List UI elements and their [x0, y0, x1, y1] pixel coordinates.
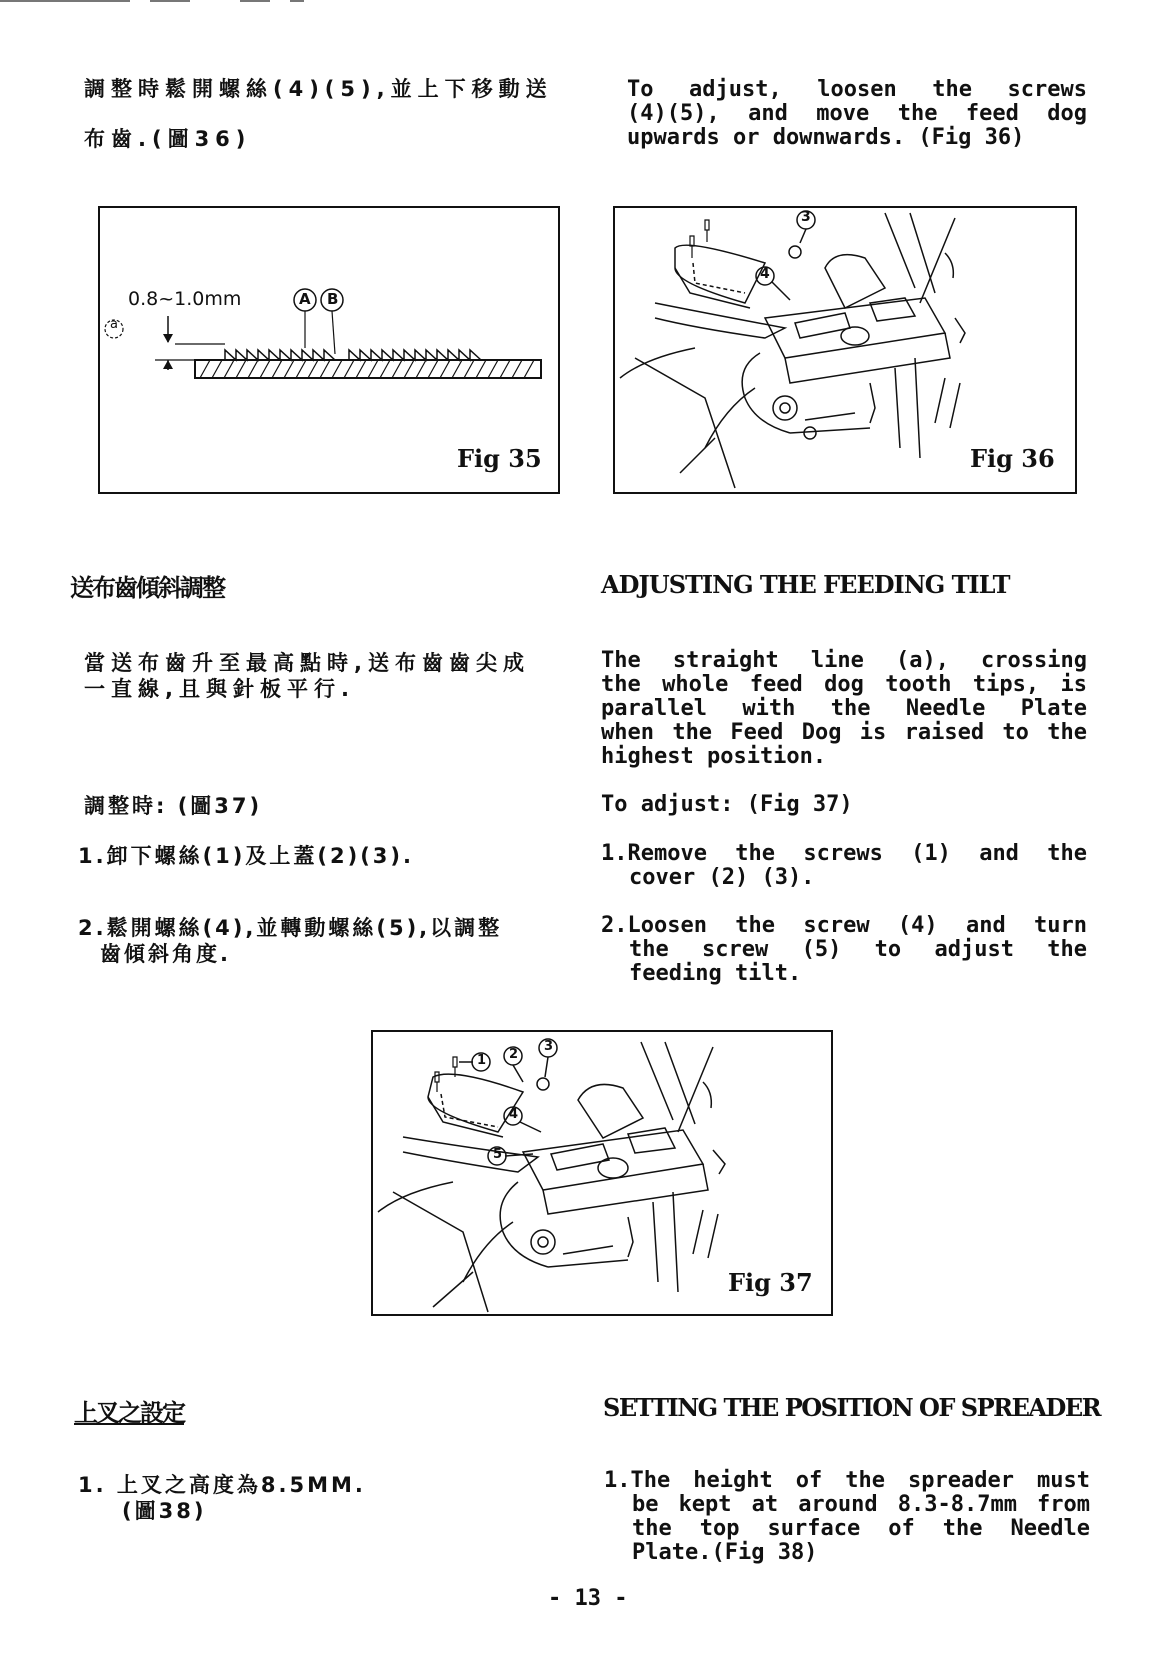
- scan-edge-line: [150, 0, 190, 2]
- marker-a-label: a: [110, 317, 118, 332]
- en-step-line: 2.Loosen the screw (4) and turn: [601, 913, 1087, 938]
- callout-3: 3: [544, 1039, 554, 1054]
- zh-step-1: 1.卸下螺絲(1)及上蓋(2)(3).: [78, 844, 414, 868]
- en-step-line: cover (2) (3).: [629, 865, 815, 890]
- dimension-label: 0.8~1.0mm: [128, 288, 242, 310]
- callout-B: B: [327, 290, 339, 308]
- en-step-line: feeding tilt.: [629, 961, 802, 986]
- figure-36-label: Fig 36: [970, 444, 1055, 473]
- callout-4: 4: [509, 1107, 519, 1122]
- scan-edge-line: [240, 0, 270, 2]
- zh-feeding-tilt-paragraph: [84, 650, 564, 702]
- figure-37: [371, 1030, 833, 1316]
- zh-spreader-step-1: [78, 1472, 366, 1524]
- en-step-line: 1.Remove the screws (1) and the: [601, 841, 1087, 866]
- en-intro-paragraph: [627, 78, 1087, 150]
- zh-step-line: 2.鬆開螺絲(4),並轉動螺絲(5),以調整: [78, 916, 503, 940]
- en-paragraph-line: highest position.: [601, 744, 827, 769]
- en-feeding-tilt-paragraph: [601, 649, 1087, 769]
- en-step-1: [601, 842, 1087, 890]
- en-step-line: 1.The height of the spreader must: [604, 1468, 1090, 1493]
- zh-intro-paragraph: [84, 76, 564, 152]
- zh-adjust-heading: 調整時: (圖37): [84, 794, 263, 818]
- callout-3: 3: [801, 209, 811, 225]
- zh-paragraph-line: 一直線,且與針板平行.: [84, 677, 355, 701]
- figure-36: [613, 206, 1077, 494]
- zh-section-title-spreader: 上叉之設定: [74, 1399, 184, 1427]
- scan-edge-line: [290, 0, 304, 2]
- en-step-line: Plate.(Fig 38): [632, 1540, 818, 1565]
- en-spreader-step-1: [604, 1469, 1090, 1565]
- callout-5: 5: [493, 1147, 503, 1162]
- zh-step-line: (圖38): [122, 1499, 207, 1523]
- callout-2: 2: [509, 1047, 519, 1062]
- zh-step-2: [78, 915, 578, 967]
- figure-35-label: Fig 35: [457, 444, 542, 473]
- en-paragraph-line: The straight line (a), crossing: [601, 648, 1087, 673]
- en-paragraph-line: parallel with the Needle Plate: [601, 696, 1087, 721]
- en-step-line: be kept at around 8.3-8.7mm from: [632, 1492, 1090, 1517]
- en-paragraph-line: the whole feed dog tooth tips, is: [601, 672, 1087, 697]
- zh-intro-line: 調整時鬆開螺絲(4)(5),並上下移動送: [84, 77, 553, 101]
- figure-35: [98, 206, 560, 494]
- en-adjust-heading: To adjust: (Fig 37): [601, 792, 853, 817]
- feed-dog-teeth: [225, 350, 481, 360]
- en-paragraph-line: when the Feed Dog is raised to the: [601, 720, 1087, 745]
- zh-intro-line: 布齒.(圖36): [84, 127, 252, 151]
- scan-edge-line: [0, 0, 130, 2]
- en-intro-line: (4)(5), and move the feed dog: [627, 101, 1087, 126]
- figure-37-label: Fig 37: [728, 1268, 813, 1297]
- callout-A: A: [299, 290, 311, 308]
- zh-step-line: 1. 上叉之高度為8.5MM.: [78, 1473, 366, 1497]
- zh-section-title-feeding-tilt: 送布齒傾斜調整: [70, 574, 224, 602]
- zh-step-line: 齒傾斜角度.: [100, 942, 231, 966]
- page-number: - 13 -: [548, 1586, 628, 1611]
- callout-4: 4: [760, 266, 770, 282]
- en-section-title-spreader: SETTING THE POSITION OF SPREADER: [603, 1393, 1101, 1422]
- en-intro-line: To adjust, loosen the screws: [627, 77, 1087, 102]
- en-step-line: the screw (5) to adjust the: [629, 937, 1087, 962]
- zh-paragraph-line: 當送布齒升至最高點時,送布齒齒尖成: [84, 651, 530, 675]
- en-intro-line: upwards or downwards. (Fig 36): [627, 125, 1025, 150]
- callout-1: 1: [477, 1053, 487, 1068]
- en-step-2: [601, 914, 1087, 986]
- en-step-line: the top surface of the Needle: [632, 1516, 1090, 1541]
- en-section-title-feeding-tilt: ADJUSTING THE FEEDING TILT: [601, 570, 1010, 599]
